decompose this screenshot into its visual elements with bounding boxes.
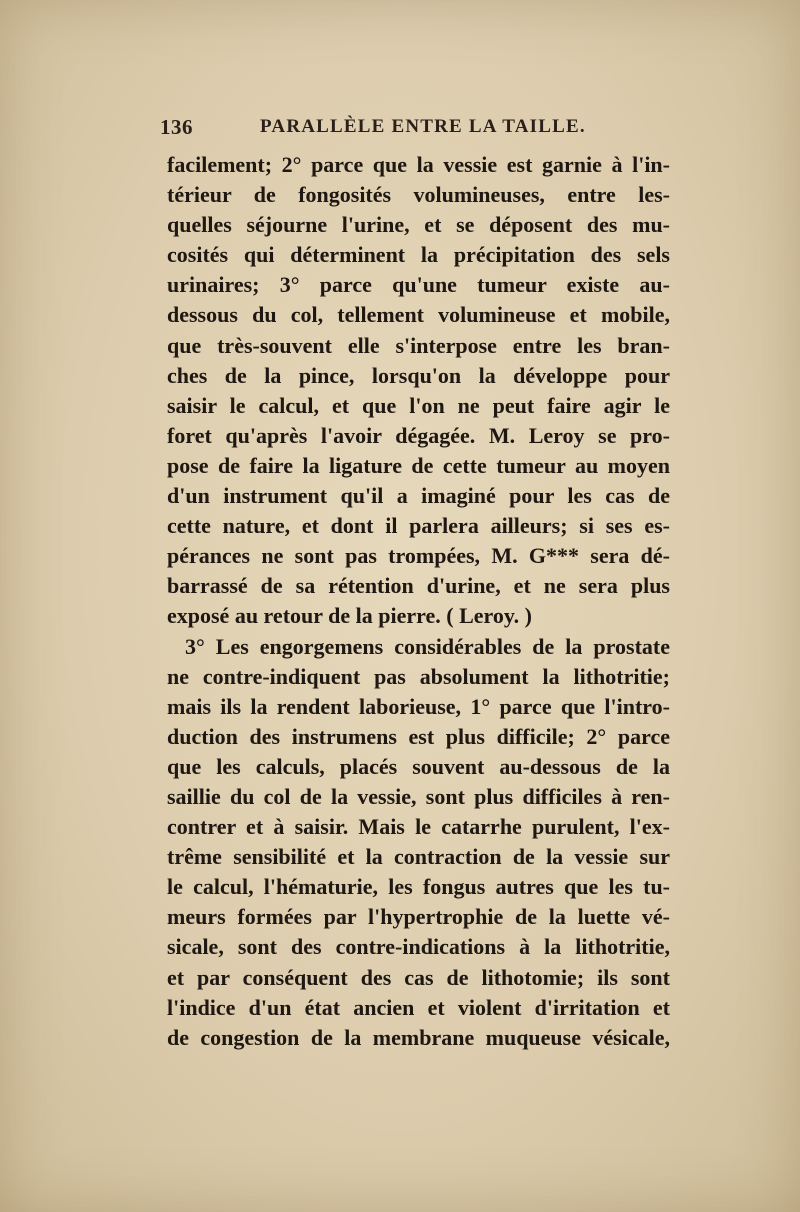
text-line: foret qu'après l'avoir dégagée. M. Leroy se pro- xyxy=(167,422,670,448)
text-line: d'un instrument qu'il a imaginé pour les cas de xyxy=(167,483,670,509)
body-text xyxy=(167,150,670,1053)
text-line: sicale, sont des contre-indications à la lithotritie, xyxy=(167,934,670,960)
text-line: exposé au retour de la pierre. ( Leroy. ) xyxy=(167,603,532,629)
text-line: cette nature, et dont il parlera ailleurs; si ses es- xyxy=(167,513,670,539)
text-line: barrassé de sa rétention d'urine, et ne sera plus xyxy=(167,573,670,599)
running-head: PARALLÈLE ENTRE LA TAILLE. xyxy=(260,116,586,137)
text-line: pose de faire la ligature de cette tumeur au moyen xyxy=(167,452,670,478)
text-line: le calcul, l'hématurie, les fongus autres que les tu- xyxy=(167,874,670,900)
text-line: que les calculs, placés souvent au-dessous de la xyxy=(167,753,670,779)
text-line: térieur de fongosités volumineuses, entre les- xyxy=(167,182,670,208)
text-line: saillie du col de la vessie, sont plus difficiles à ren- xyxy=(167,783,670,809)
text-line: saisir le calcul, et que l'on ne peut faire agir le xyxy=(167,392,670,418)
text-line: facilement; 2° parce que la vessie est garnie à l'in- xyxy=(167,152,670,177)
text-line: pérances ne sont pas trompées, M. G*** sera dé- xyxy=(167,543,670,569)
text-line: mais ils la rendent laborieuse, 1° parce que l'intro- xyxy=(167,693,670,719)
text-line: que très-souvent elle s'interpose entre les bran- xyxy=(167,332,670,358)
text-line: 3° Les engorgemens considérables de la prostate xyxy=(185,633,670,659)
text-line: urinaires; 3° parce qu'une tumeur existe au- xyxy=(167,272,670,298)
text-line: duction des instrumens est plus difficile; 2° parce xyxy=(167,723,670,749)
text-line: meurs formées par l'hypertrophie de la luette vé- xyxy=(167,904,670,930)
page-header xyxy=(160,115,672,145)
text-line: dessous du col, tellement volumineuse et mobile, xyxy=(167,302,670,328)
text-line: l'indice d'un état ancien et violent d'irritation et xyxy=(167,994,670,1020)
text-line: ne contre-indiquent pas absolument la lithotritie; xyxy=(167,663,670,689)
text-line: contrer et à saisir. Mais le catarrhe purulent, l'ex- xyxy=(167,814,670,840)
text-line: cosités qui déterminent la précipitation des sels xyxy=(167,242,670,268)
page-number: 136 xyxy=(160,115,193,139)
text-line: trême sensibilité et la contraction de la vessie sur xyxy=(167,844,670,870)
text-line: et par conséquent des cas de lithotomie; ils sont xyxy=(167,964,670,990)
text-line: ches de la pince, lorsqu'on la développe pour xyxy=(167,362,670,388)
text-line: quelles séjourne l'urine, et se déposent des mu- xyxy=(167,212,670,238)
text-line: de congestion de la membrane muqueuse vésicale, xyxy=(167,1024,670,1050)
